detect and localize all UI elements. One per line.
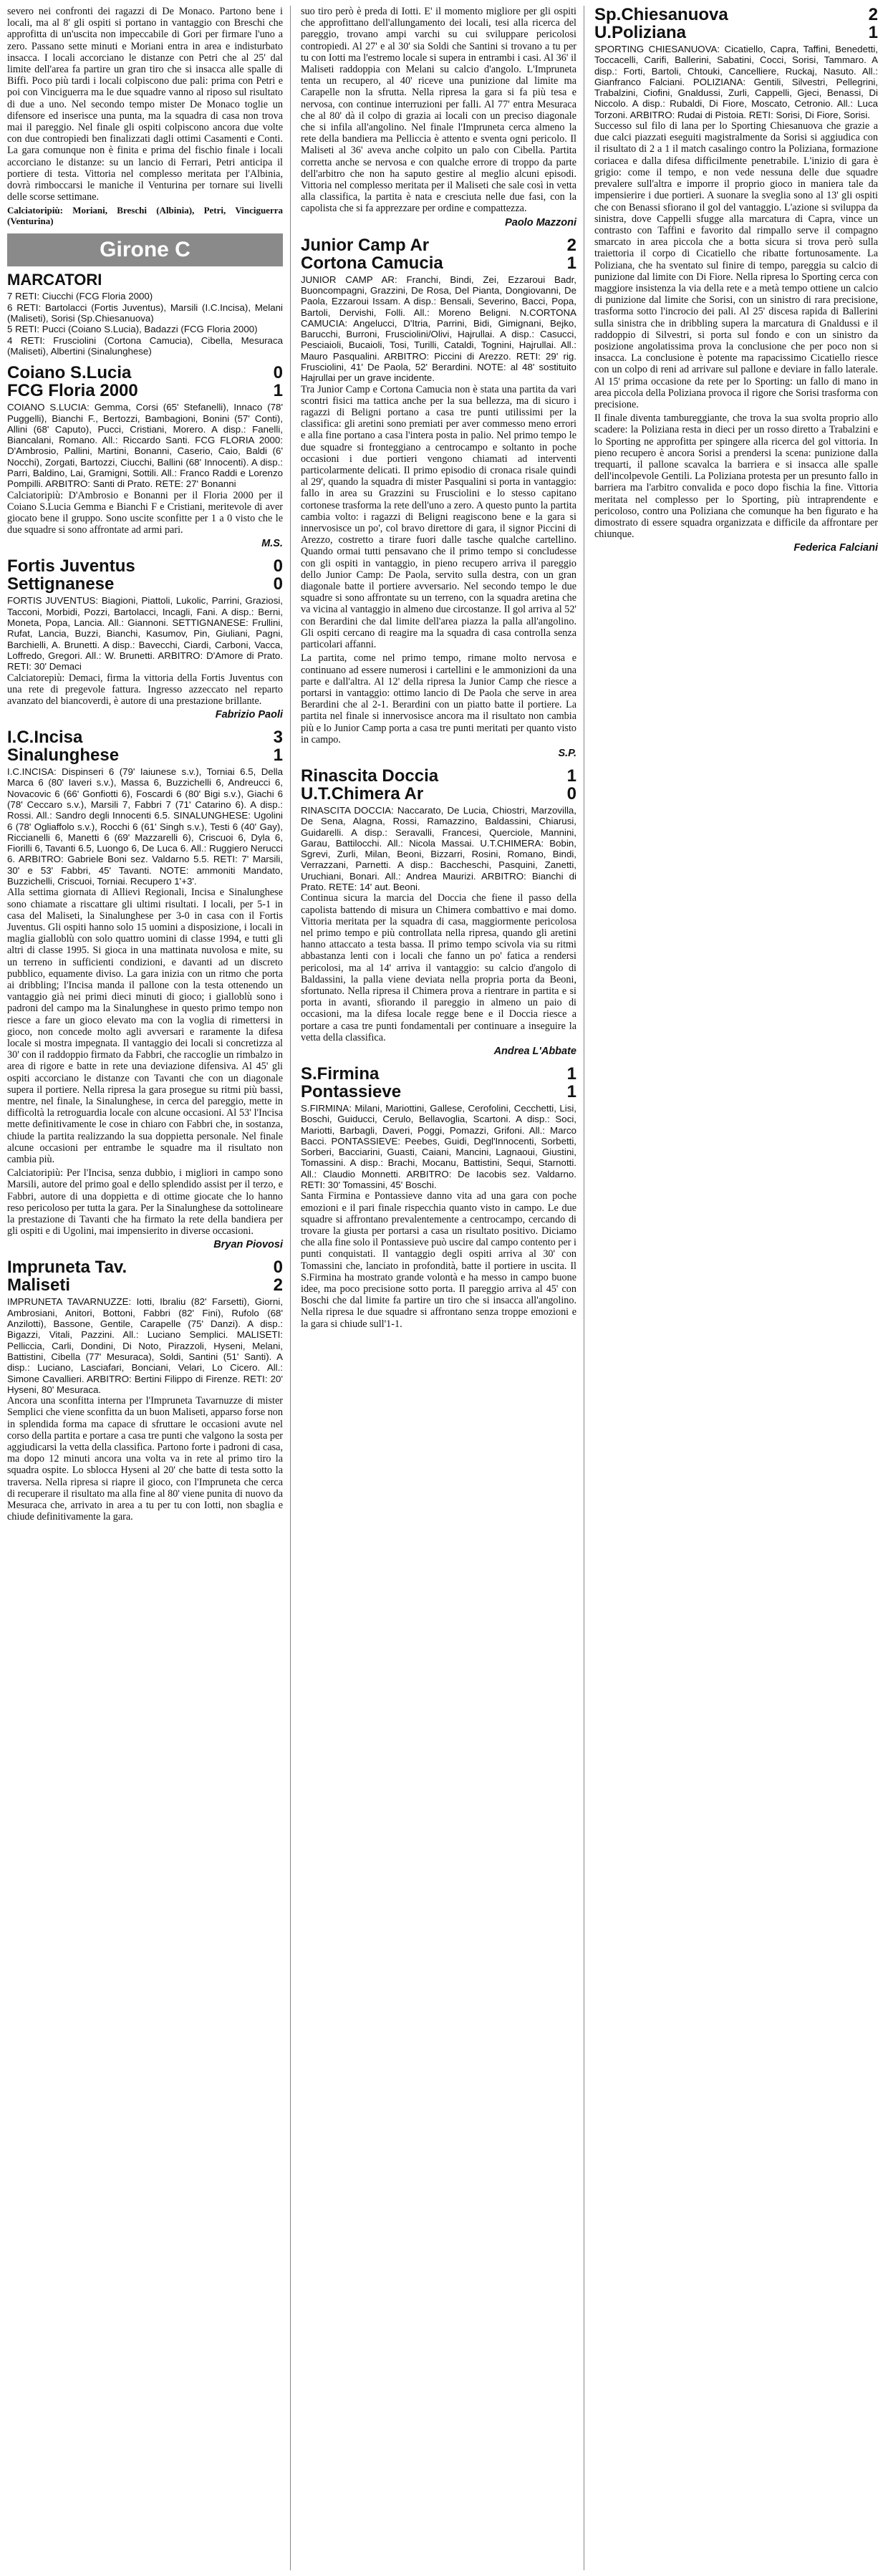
match-lineups: SPORTING CHIESANUOVA: Cicatiello, Capra, Taffini, Benedetti, Toccacelli, Carifi, Ballerini, Sabatini, Cocci, Sorisi, Tammaro. A disp.: Forti, Bartoli, Chtouki, Cancelliere, Ruckaj, Nasuto. All.: Gianfranco Falciani. POLIZIANA: Gentili, Silvestri, Pellegrini, Trabalzini, Ciofini, Gnaldussi, Zurli, Cappelli, Gjeci, Benassi, Di Niccolo. A disp.: Rubaldi, Di Fiore, Moscato, Cetronio. All.: Luca Torzoni. ARBITRO: Rudai di Pistoia. RETI: Sorisi, Di Fiore, Sorisi. bbox=[594, 44, 878, 120]
away-team: Cortona Camucia bbox=[301, 253, 443, 273]
home-team: Coiano S.Lucia bbox=[7, 363, 132, 383]
home-team: I.C.Incisa bbox=[7, 728, 83, 748]
away-team: U.Poliziana bbox=[594, 23, 687, 42]
match-junior-cortona bbox=[301, 236, 576, 760]
match-report-second: Il finale diventa tambureggiante, che trova la sua svolta proprio allo scadere: la Poliziana resta in dieci per un rosso diretto a Trabalzini e lo Sporting ne approfitta per spingere alla ricerca del gol vittoria. In pieno recupero è ancora Sorisi a prendersi la scena: punizione dalla trequarti, il pallone scavalca la barriera e si insacca alle spalle dell'incolpevole Gentili. La Poliziana protesta per un presunto fallo in barriera ma l'arbitro convalida e poco dopo fischia la fine. Vittoria meritata nel complesso per lo Sporting, più intraprendente e pericoloso, contro una Poliziana che comunque ha ben figurato e ha dimostrato di essere squadra organizzata e difficile da affrontare per chiunque. bbox=[594, 413, 878, 541]
column-1 bbox=[7, 6, 291, 2570]
match-report: Successo sul filo di lana per lo Sporting Chiesanuova che grazie a due calci piazzati eseguiti magistralmente da Sorisi si aggiudica con il risultato di 2 a 1 il match casalingo contro la Poliziana, formazione coriacea e dalla difesa difficilmente penetrabile. L'inizio di gara è grigio: come il tempo, e non vede nessuna delle due squadre prevalere sull'altra e imporre il proprio gioco in maniera tale da impensierire i due portieri. A suonare la sveglia sono al 13' gli ospiti che con Benassi sfiorano il gol del vantaggio. L'azione si sviluppa da sinistra, dove Cappelli sfugge alla marcatura di Capra, vince un contrasto con Taffini e favorito dal rimpallo serve il compagno smarcato in area piccola che a botta sicura si trova però sulla traiettoria il corpo di Cicatiello che ribatte fortunosamente. La Poliziana, che ha sventato sul finire di tempo, pareggia su calcio di punizione dal limite con Di Fiore. Nella ripresa lo Sporting cerca con maggiore insistenza la via della rete e a metà tempo ottiene un calcio di punizione dal limite che Sorisi, con un sinistro di rara precisione, trasforma sotto l'incrocio dei pali. Al 25' discesa rapida di Ballerini sulla sinistra che in dribbling supera la marcatura di Gnaldussi e il raddoppio di Silvestri, si porta sul fondo e con un sinistro da posizione angolatissima prova la conclusione che per poco non si insacca. La conclusione è potente ma rapacissimo Cicatiello riesce con un colpo di reni ad arrivare sul pallone e deviare in fallo laterale. Al 15' prima occasione da rete per lo Sporting: un fallo di mano in area piccola della Poliziana provoca il rigore che Sorisi trasforma con precisione. bbox=[594, 120, 878, 410]
away-team: Settignanese bbox=[7, 574, 115, 594]
match-report: Ancora una sconfitta interna per l'Impruneta Tavarnuzze di mister Semplici che viene sconfitta da un buon Maliseti, apparso forse non in splendida forma ma capace di sfruttare le occasioni avute nel corso della partita e portare a casa tre punti che valgono la sosta per aggiudicarsi la vetta della classifica. Partono forte i padroni di casa, ma dopo 12 minuti ancora una volta va in rete al primo tiro la squadra ospite. Lo sblocca Hyseni al 20' che batte di testa sotto la traversa. Nella ripresa si riapre il gioco, con l'Impruneta che cerca di recuperare il risultato ma alla fine al 80' viene punita di nuovo da Mesuraca che, arrivato in area a tu per tu con Iotti, non sbaglia e chiude definitivamente la gara. bbox=[7, 1395, 283, 1523]
away-score: 1 bbox=[566, 1081, 576, 1101]
match-lineups: IMPRUNETA TAVARNUZZE: Iotti, Ibraliu (82' Farsetti), Giorni, Ambrosiani, Anitori, Bottoni, Fabbri (82' Fini), Rufolo (68' Anzilotti), Bassone, Gentile, Carapelle (75' Danzi). A disp.: Bigazzi, Vitali, Pazzini. All.: Luciano Semplici. MALISETI: Pelliccia, Carli, Dondini, Di Noto, Pirazzoli, Hyseni, Melani, Battistini, Cibella (77' Mesuraca), Soldi, Santini (51' Santi). A disp.: Luciano, Lasciafari, Bonciani, Velari, Lo Cicero. All.: Simone Cavallieri. ARBITRO: Bertini Filippo di Firenze. RETI: 20' Hyseni, 80' Mesuraca. bbox=[7, 1296, 283, 1395]
away-team: Sinalunghese bbox=[7, 746, 120, 766]
away-score: 0 bbox=[566, 783, 576, 804]
home-score: 0 bbox=[273, 1258, 283, 1278]
match-incisa-sinalunghese bbox=[7, 728, 283, 1251]
home-score: 1 bbox=[566, 1063, 576, 1084]
home-team: Fortis Juventus bbox=[7, 556, 135, 577]
scorers-line-1: 7 RETI: Ciucchi (FCG Floria 2000) bbox=[7, 291, 153, 302]
scorers-title: MARCATORI bbox=[7, 271, 102, 289]
match-chiesanuova-poliziana bbox=[594, 6, 878, 554]
away-score: 1 bbox=[566, 253, 576, 273]
home-score: 3 bbox=[273, 728, 283, 748]
article-continuation: suo tiro però è preda di Iotti. E' il momento migliore per gli ospiti che approfittano dell'allungamento dei locali, tesi alla ricerca del pareggio, trovano ampi varchi su cui sviluppare pericolosi contropiedi. Al 27' e al 30' sia Soldi che Santini si trovano a tu per tu con Iotti ma l'estremo locale si supera in entrambi i casi. Al 36' il Maliseti raddoppia con Melani su calcio d'angolo. L'Impruneta tenta un recupero, al 40' riceve una punizione dal limite ma Carapelle non la sfrutta. Nella ripresa la gara si fa più tesa e nervosa, con continue interruzioni per falli. Al 77' entra Mesuraca che al 80' dà il colpo di grazia ai locali con un preciso diagonale che si infila all'angolino. Nel finale l'Impruneta cerca almeno la rete della bandiera ma Pelliccia è attento e sventa ogni pericolo. Il Maliseti al 36' aveva anche colpito un palo con Cibella. Partita corretta anche se nervosa e con qualche errore di troppo da parte dell'arbitro che non ha saputo gestire al meglio alcuni episodi. Vittoria nel complesso meritata per il Maliseti che sale così in vetta alla classifica, la partita è nata e cresciuta nelle due fasi, con la capolista che si fa apprezzare per ordine e compattezza. bbox=[301, 6, 576, 215]
scorers-line-4: 4 RETI: Frusciolini (Cortona Camucia), Cibella, Mesuraca (Maliseti), Albertini (Sinalunghese) bbox=[7, 334, 283, 357]
away-team: Pontassieve bbox=[301, 1081, 402, 1101]
author-signature: M.S. bbox=[261, 538, 283, 550]
match-lineups: FORTIS JUVENTUS: Biagioni, Piattoli, Lukolic, Parrini, Graziosi, Tacconi, Morbidi, Pozzi, Bartolacci, Incagli, Fani. A disp.: Berni, Moneta, Popa, Lancia. All.: Giannoni. SETTIGNANESE: Frullini, Rufat, Lancia, Buzzi, Bianchi, Kasumov, Pin, Giuliani, Pagni, Barchielli, A. Brunetti. A disp.: Bavecchi, Ciardi, Carboni, Vacca, Loffredo, Gregori. All.: W. Brunetti. ARBITRO: D'Amore di Prato. RETI: 30' Demaci bbox=[7, 595, 283, 672]
home-team: S.Firmina bbox=[301, 1063, 380, 1084]
article-continuation: severo nei confronti dei ragazzi di De Monaco. Partono bene i locali, ma al 8' gli ospiti si portano in vantaggio con Breschi che approfitta di un'uscita non impeccabile di Gori per firmare l'uno a zero. Passano sette minuti e Moriani entra in area e indisturbato insacca. I locali accorciano le distanze con Petri che al 25' dal limite dell'area fa partire un gran tiro che si insacca alle spalle di Biffi. Poco più tardi i locali colpiscono due pali: prima con Petri e poi con Vinciguerra ma le due squadre vanno al riposo sul risultato di due a uno. Nel secondo tempo mister De Monaco toglie un difensore ed inserisce una punta, ma la squadra di casa non trova mai il pareggio. Nel finale gli ospiti colpiscono ancora due volte con due contropiedi ben finalizzati dagli ottimi Casamenti e Conti. La gara comunque non è finita e prima del fischio finale i locali accorciano le distanze: su un lancio di Ferrari, Petri anticipa il portiere di testa. Vittoria nel complesso meritata per l'Albinia, dovrà rimboccarsi le maniche il Venturina per tornare sui livelli delle scorse settimane. bbox=[7, 6, 283, 203]
match-lineups: JUNIOR CAMP AR: Franchi, Bindi, Zei, Ezzaroui Badr, Buoncompagni, Grazzini, De Rosa, Del Pianta, Dongiovanni, De Paola, Ezzaroui Issam. A disp.: Bensali, Severino, Bacci, Popa, Bartoli, Dervishi, Folli. All.: Moreno Beligni. N.CORTONA CAMUCIA: Angelucci, D'Itria, Parrini, Bidi, Gimignani, Bejko, Barucchi, Burroni, Frusciolini/Olivi, Hajrullai. A disp.: Casucci, Pesciaioli, Bucaioli, Tosi, Turilli, Cataldi, Tognini, Hajrullai. All.: Mauro Pasqualini. ARBITRO: Piccini di Arezzo. RETI: 29' rig. Frusciolini, 41' De Paola, 52' Berardini. NOTE: al 48' sostituito Hajrullai per un grave incidente. bbox=[301, 274, 576, 384]
match-lineups: I.C.INCISA: Dispinseri 6 (79' Iaiunese s.v.), Torniai 6.5, Della Marca 6 (80' Iaveri s.v.), Massa 6, Buzzichelli 6, Andreucci 6, Novacovic 6 (66' Gonfiotti 6), Foscardi 6 (80' Bigi s.v.), Giachi 6 (78' Ceccaro s.v.), Marsili 7, Fabbri 7 (71' Catarino 6). A disp.: Rossi. All.: Sandro degli Innocenti 6.5. SINALUNGHESE: Ugolini 6 (78' Ogliaffolo s.v.), Rocchi 6 (61' Singh s.v.), Testi 6 (40' Gay), Riccianelli 6, Manetti 6 (69' Mazzarelli 6), Criscuoi 6, Dyla 6, Fiorilli 6, Tavanti 6.5, Luongo 6, De Luca 6. All.: Ruggiero Nerucci 6. ARBITRO: Gabriele Boni sez. Valdarno 5.5. RETI: 7' Marsili, 30' e 53' Fabbri, 45' Tavanti. NOTE: ammoniti Mandato, Buzzichelli, Criscuoi, Torniai. Recupero 1'+3'. bbox=[7, 766, 283, 887]
match-report: Santa Firmina e Pontassieve danno vita ad una gara con poche emozioni e il pari finale rispecchia quanto visto in campo. Le due squadre si affrontano prevalentemente a centrocampo, cercando di trovare la giusta per portarsi a casa un risultato positivo. Diciamo che alla fine solo il Pontassieve può uscire dal campo contento per i punti conquistati. Il vantaggio degli ospiti arriva al 30' con Tomassini che, lanciato in profondità, batte il portiere in uscita. Il S.Firmina ha mostrato grande volontà e ha messo in campo buone idee, ma poco precisione sotto porta. Il pareggio arriva al 45' con Boschi che dal limite fa partire un tiro che si insacca all'angolino. Nella ripresa le due squadre si affrontano senza troppe emozioni e la gara si chiude sull'1-1. bbox=[301, 1190, 576, 1330]
home-team: Sp.Chiesanuova bbox=[594, 6, 728, 24]
match-fortis-settignanese bbox=[7, 557, 283, 721]
match-report: Alla settima giornata di Allievi Regionali, Incisa e Sinalunghese sono chiamate a riscattare gli ultimi risultati. I locali, per 5-1 in casa del Maliseti, la Sinalunghese per 3-0 in casa con il Fortis Juventus. Gli ospiti hanno solo 15 uomini a disposizione, i locali in maglia gialloblù con solo quattro uomini di classe 1994, e tutti gli altri di classe 1995. Si gioca in una mattinata nuvolosa e mite, su un terreno in sufficienti condizioni, e davanti ad un discreto pubblico, equamente diviso. La gara inizia con un ritmo che porta ai dribbling; l'Incisa manda il pallone con la testa ottenendo un vantaggio già nei primi dieci minuti di gioco; i gialloblù sono i padroni del campo ma la Sinalunghese in questo primo tempo non riesce a fare un gioco elevato ma con la voglia di rimettersi in gioco, non concede molto agli avversari e raramente la difesa locale si mostra impegnata. Il vantaggio dei locali si concretizza al 30' con il raddoppio firmato da Fabbri, che raccoglie un rimbalzo in area di rigore e batte in rete una deviazione difensiva. Al 45' gli ospiti accorciano le distanze con Tavanti che con un diagonale supera il portiere. Nella ripresa la gara prosegue su ritmi più bassi, mentre, nel finale, la Sinalunghese, in cerca del pareggio, mette in difficoltà la retroguardia locale con alcune occasioni. Al 53' l'Incisa mette definitivamente le cose in chiaro con Fabbri che, in sostanza, chiude la partita realizzando la sua doppietta personale. Nel finale alcune occasioni per entrambe le squadre ma il risultato non cambia più. bbox=[7, 887, 283, 1166]
match-report: Calciatoripiù: D'Ambrosio e Bonanni per il Floria 2000 per il Coiano S.Lucia Gemma e Bianchi F e Cristiani, meritevole di aver giocato bene il gruppo. Sono uscite sconfitte per 1 a 0 visto che le due squadre si sono affrontate ad armi pari. bbox=[7, 489, 283, 536]
home-score: 1 bbox=[566, 766, 576, 786]
author-signature: S.P. bbox=[558, 747, 576, 759]
match-report-best-players: Calciatoripiù: Per l'Incisa, senza dubbio, i migliori in campo sono Marsili, autore del primo goal e dello splendido assist per il terzo, e Fabbri, autore di una doppietta e di ottime giocate che lo hanno reso pericoloso per tutta la gara. Per la Sinalunghese da sottolineare la prestazione di Tavanti che ha firmato la rete della bandiera per gli ospiti e di Ugolini, mai impensierito in diverse occasioni. bbox=[7, 1167, 283, 1238]
away-score: 1 bbox=[868, 23, 878, 42]
column-2 bbox=[301, 6, 584, 2570]
home-team: Rinascita Doccia bbox=[301, 766, 439, 786]
home-team: Junior Camp Ar bbox=[301, 235, 430, 255]
home-team: Impruneta Tav. bbox=[7, 1258, 127, 1278]
best-players-line: Calciatoripiù: Moriani, Breschi (Albinia), Petri, Vinciguerra (Venturina) bbox=[7, 205, 283, 227]
author-signature: Federica Falciani bbox=[793, 542, 878, 554]
match-lineups: RINASCITA DOCCIA: Naccarato, De Lucia, Chiostri, Marzovilla, De Sena, Alagna, Rossi, Ramazzino, Baldassini, Chiarusi, Guidarelli. A disp.: Seravalli, Francesi, Querciole, Mannini, Garau, Battilocchi. All.: Nicola Massai. U.T.CHIMERA: Bobin, Sgrevi, Zurli, Milan, Beoni, Bizzarri, Rosini, Romano, Bindi, Verrazzani, Parnetti. A disp.: Baccheschi, Pasquini, Zanetti, Uruchiani, Bonari. All.: Andrea Maurizi. ARBITRO: Bianchi di Prato. RETE: 14' aut. Beoni. bbox=[301, 804, 576, 892]
match-report-second: La partita, come nel primo tempo, rimane molto nervosa e continuano ad essere numerosi i cartellini e le ammonizioni da una parte e dall'altra. Al 12' della ripresa la Junior Camp che riesce a portarsi in vantaggio: ottimo lancio di De Paola che serve in area Berardini che al 2-1. Berardini con un piatto batte il portiere. La partita nel finale si innervosisce ancora ma il risultato non cambia più e lo Junior Camp porta a casa tre punti meritati per quanto visto in campo. bbox=[301, 652, 576, 746]
home-score: 0 bbox=[273, 556, 283, 577]
away-team: U.T.Chimera Ar bbox=[301, 783, 424, 804]
home-score: 2 bbox=[868, 6, 878, 24]
author-signature: Andrea L'Abbate bbox=[493, 1045, 576, 1057]
match-lineups: COIANO S.LUCIA: Gemma, Corsi (65' Stefanelli), Innaco (78' Puggelli), Bianchi F., Bertozzi, Bambagioni, Bonini (57' Conti), Allini (68' Caputo), Pucci, Cristiani, Morero. A disp.: Fanelli, Biancalani, Romano. All.: Riccardo Santi. FCG FLORIA 2000: D'Ambrosio, Pallini, Martini, Bonanni, Caserio, Caio, Baldi (6' Nocchi), Zorgati, Bartozzi, Ciucchi, Ballini (68' Innocenti). A disp.: Parri, Baldino, Lai, Gramigni, Sottili. All.: Franco Raddi e Lorenzo Pompilli. ARBITRO: Santi di Prato. RETE: 27' Bonanni bbox=[7, 402, 283, 490]
match-report: Tra Junior Camp e Cortona Camucia non è stata una partita da vari scontri fisici ma tattica anche per la sua bellezza, ma di sicuro i ragazzi di Beligni portano a casa tre punti utilissimi per la classifica: gli aretini sono premiati per aver commesso meno errori e alla fine portano a casa l'intera posta in palio. Nel primo tempo le due squadre si fronteggiano a centrocampo e soltanto in poche occasioni i due portieri vengono chiamati ad interventi particolarmente delicati. Il primo episodio di cronaca risale quindi al 29', quando la squadra di mister Pasqualini si porta in vantaggio: fallo in area su Grazzini su Frusciolini e lo stesso capitano cortonese trasforma la rete dell'uno a zero. A questo punto la partita cambia volto: i ragazzi di Beligni reagiscono bene e la gara si innervosisce un po', col bravo direttore di gara, il signor Piccini di Arezzo, costretto a tirare fuori dalle tasche qualche cartellino. Quando ormai tutti pensavano che il primo tempo si concludesse con gli ospiti in vantaggio, in pieno recupero arriva il pareggio dello Junior Camp: De Paola, servito sulla destra, con un gran diagonale batte il portiere avversario. Nel secondo tempo le due squadre si sono affrontate su un terreno, con la squadra aretina che va vicina al vantaggio in almeno due circostanze. Il gol arriva al 52' con Berardini che dal limite dell'area piazza la palla all'angolino. Gli ospiti cercano di reagire ma la squadra di casa controlla senza particolari affanni. bbox=[301, 383, 576, 651]
scorers-line-3: 5 RETI: Pucci (Coiano S.Lucia), Badazzi (FCG Floria 2000) bbox=[7, 324, 258, 335]
column-3 bbox=[594, 6, 878, 2570]
home-score: 2 bbox=[566, 235, 576, 255]
home-score: 0 bbox=[273, 363, 283, 383]
match-sfirmina-pontassieve bbox=[301, 1065, 576, 1330]
away-score: 1 bbox=[273, 381, 283, 401]
match-report: Continua sicura la marcia del Doccia che fiene il passo della capolista battendo di misura un Chimera combattivo e mai domo. Vittoria meritata per la squadra di casa, maggiormente pericolosa nel primo tempo e più controllata nella ripresa, quando gli aretini hanno attaccato a testa bassa. Il primo tempo scivola via su ritmi abbastanza lenti con i locali che fanno un po' fatica a rendersi pericolosi, ma al 14' arriva il vantaggio: su calcio d'angolo di Baldassini, la palla viene deviata nella propria porta da Beoni, sfortunato. Nella ripresa il Chimera prova a rientrare in partita e si porta in avanti, sfiorando il pareggio in almeno un paio di occasioni, ma la difesa locale regge bene e il Doccia riesce a portare a casa tre punti fondamentali per continuare a inseguire la vetta della classifica. bbox=[301, 892, 576, 1043]
section-banner-girone-c: Girone C bbox=[7, 233, 283, 266]
away-score: 0 bbox=[273, 574, 283, 594]
match-impruneta-maliseti bbox=[7, 1258, 283, 1523]
away-score: 1 bbox=[273, 746, 283, 766]
away-team: FCG Floria 2000 bbox=[7, 381, 138, 401]
match-lineups: S.FIRMINA: Milani, Mariottini, Gallese, Cerofolini, Cecchetti, Lisi, Boschi, Guiducci, Cerulo, Bellavoglia, Scartoni. A disp.: Soci, Mariotti, Barbagli, Daveri, Poggi, Pomazzi, Grifoni. All.: Marco Bacci. PONTASSIEVE: Peebes, Guidi, Degl'Innocenti, Sorbetti, Sorberi, Bacciarini, Guasti, Caiani, Mancini, Lagnaoui, Giustini, Tomassini. A disp.: Brachi, Mocanu, Battistini, Sequi, Starnotti. All.: Claudio Monnetti. ARBITRO: De Iacobis sez. Valdarno. RETI: 30' Tomassini, 45' Boschi. bbox=[301, 1102, 576, 1191]
scorers-line-2: 6 RETI: Bartolacci (Fortis Juventus), Marsili (I.C.Incisa), Melani (Maliseti), Sorisi (Sp.Chiesanuova) bbox=[7, 302, 283, 324]
match-coiano-floria bbox=[7, 364, 283, 550]
author-signature: Bryan Piovosi bbox=[213, 1239, 283, 1251]
match-doccia-chimera bbox=[301, 767, 576, 1058]
match-report: Calciatorepiù: Demaci, firma la vittoria della Fortis Juventus con una rete di pregevole fattura. Ingresso azzeccato nel reparto avanzato del biancoverdi, è autore di una prestazione brillante. bbox=[7, 672, 283, 707]
away-team: Maliseti bbox=[7, 1275, 71, 1296]
author-signature: Paolo Mazzoni bbox=[505, 216, 576, 228]
away-score: 2 bbox=[273, 1275, 283, 1296]
author-signature: Fabrizio Paoli bbox=[215, 709, 283, 721]
